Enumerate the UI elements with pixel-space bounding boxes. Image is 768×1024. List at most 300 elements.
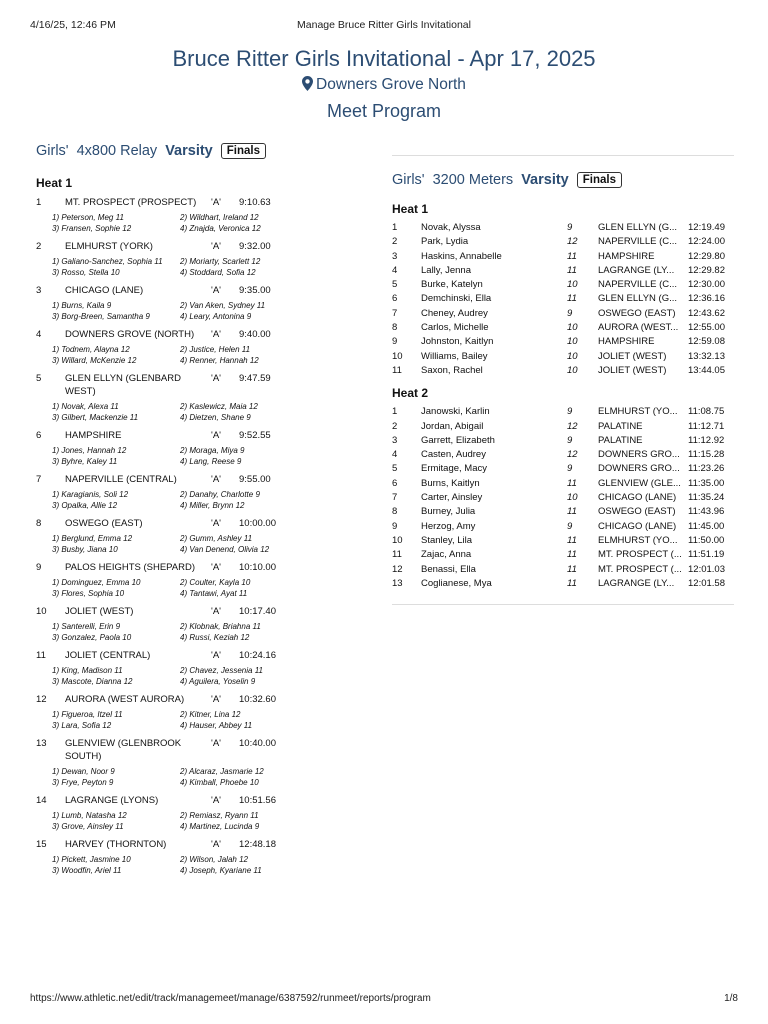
relay-leg-runner: 1) Jones, Hannah 12 [52, 446, 127, 455]
relay-designation: 'A' [211, 562, 221, 573]
relay-place: 2 [36, 241, 42, 252]
athlete-team: GLENVIEW (GLE... [598, 477, 681, 489]
athlete-row [392, 505, 737, 519]
athlete-row [392, 462, 737, 476]
athlete-place: 5 [392, 279, 398, 291]
relay-leg-runner: 4) Tantawi, Ayat 11 [180, 589, 248, 598]
relay-team [36, 605, 291, 642]
relay-seed-time: 10:32.60 [239, 694, 276, 705]
athlete-place: 11 [392, 364, 402, 376]
relay-leg-runner: 4) Joseph, Kyariane 11 [180, 866, 262, 875]
relay-team-row [36, 693, 291, 706]
athlete-grade: 9 [567, 463, 573, 475]
athlete-row [392, 577, 737, 591]
meet-header [0, 44, 768, 124]
athlete-place: 5 [392, 463, 398, 475]
athlete-name: Cheney, Audrey [421, 307, 488, 319]
athlete-place: 10 [392, 350, 403, 362]
athlete-row [392, 548, 737, 562]
athlete-grade: 12 [567, 449, 578, 461]
divider [392, 155, 734, 156]
relay-leg-grid [36, 855, 291, 875]
relay-leg-grid [36, 666, 291, 686]
athlete-grade: 11 [567, 264, 577, 276]
relay-seed-time: 9:47.59 [239, 373, 271, 384]
athlete-grade: 9 [567, 406, 573, 418]
athlete-grade: 10 [567, 279, 578, 291]
run3200-level: Varsity [521, 172, 569, 188]
relay-seed-time: 9:35.00 [239, 285, 271, 296]
relay-leg-runner: 1) Berglund, Emma 12 [52, 534, 133, 543]
relay-leg-grid [36, 710, 291, 730]
print-title: Manage Bruce Ritter Girls Invitational [297, 19, 471, 31]
relay-leg-grid [36, 446, 291, 466]
athlete-team: AURORA (WEST... [598, 322, 679, 334]
meet-location [0, 74, 768, 98]
relay-leg-runner: 2) Klobnak, Briahna 11 [180, 622, 261, 631]
athlete-name: Saxon, Rachel [421, 364, 483, 376]
relay-designation: 'A' [211, 329, 221, 340]
relay-designation: 'A' [211, 373, 221, 384]
relay-designation: 'A' [211, 241, 221, 252]
athlete-place: 6 [392, 293, 398, 305]
athlete-grade: 10 [567, 322, 578, 334]
athlete-name: Casten, Audrey [421, 449, 486, 461]
relay-designation: 'A' [211, 518, 221, 529]
athlete-seed-time: 12:24.00 [688, 236, 725, 248]
athlete-row [392, 364, 737, 378]
relay-leg-runner: 1) Dominguez, Emma 10 [52, 578, 141, 587]
relay-leg-runner: 1) Karagianis, Soli 12 [52, 490, 129, 499]
athlete-name: Stanley, Lila [421, 534, 473, 546]
athlete-row [392, 350, 737, 364]
relay-team [36, 561, 291, 598]
run3200-heat-label: Heat 2 [392, 386, 429, 401]
relay-leg-runner: 1) Santerelli, Erin 9 [52, 622, 121, 631]
relay-seed-time: 9:52.55 [239, 430, 271, 441]
meet-title: Bruce Ritter Girls Invitational - Apr 17, 2025 [172, 46, 596, 71]
athlete-team: CHICAGO (LANE) [598, 492, 677, 504]
relay-leg-runner: 4) Hauser, Abbey 11 [180, 721, 253, 730]
athlete-row [392, 405, 737, 419]
relay-leg-runner: 4) Dietzen, Shane 9 [180, 413, 251, 422]
athlete-name: Haskins, Annabelle [421, 250, 502, 262]
relay-team-row [36, 240, 291, 253]
relay-seed-time: 9:32.00 [239, 241, 271, 252]
relay-leg-grid [36, 301, 291, 321]
athlete-grade: 11 [567, 549, 577, 561]
athlete-team: OSWEGO (EAST) [598, 307, 676, 319]
athlete-row [392, 264, 737, 278]
relay-team [36, 693, 291, 730]
relay-place: 4 [36, 329, 42, 340]
athlete-grade: 9 [567, 434, 573, 446]
athlete-place: 3 [392, 434, 398, 446]
athlete-grade: 12 [567, 236, 578, 248]
athlete-place: 8 [392, 322, 398, 334]
relay-team-name: ELMHURST (YORK) [65, 241, 153, 252]
relay-leg-runner: 1) Novak, Alexa 11 [52, 402, 119, 411]
relay-leg-runner: 1) Todnem, Alayna 12 [52, 345, 130, 354]
relay-team-list [36, 196, 291, 875]
athlete-row [392, 534, 737, 548]
athlete-place: 13 [392, 577, 403, 589]
athlete-seed-time: 12:43.62 [688, 307, 725, 319]
athlete-place: 3 [392, 250, 398, 262]
relay-team [36, 737, 291, 787]
athlete-name: Ermitage, Macy [421, 463, 487, 475]
relay-designation: 'A' [211, 197, 221, 208]
relay-team-name: GLEN ELLYN (GLENBARD WEST) [65, 373, 181, 397]
relay-heat-label: Heat 1 [36, 176, 73, 190]
athlete-place: 4 [392, 264, 398, 276]
relay-leg-runner: 2) Wilson, Jalah 12 [180, 855, 248, 864]
athlete-team: PALATINE [598, 434, 643, 446]
relay-leg-runner: 3) Flores, Sophia 10 [52, 589, 125, 598]
athlete-grade: 9 [567, 520, 573, 532]
relay-place: 11 [36, 650, 46, 661]
relay-place: 8 [36, 518, 42, 529]
relay-team [36, 284, 291, 321]
athlete-seed-time: 12:01.03 [688, 563, 725, 575]
athlete-grade: 9 [567, 307, 573, 319]
athlete-seed-time: 11:35.24 [688, 492, 725, 504]
relay-leg-runner: 2) Moriarty, Scarlett 12 [180, 257, 261, 266]
relay-seed-time: 10:40.00 [239, 738, 276, 749]
relay-leg-runner: 4) Russi, Keziah 12 [180, 633, 250, 642]
athlete-name: Johnston, Kaitlyn [421, 336, 494, 348]
athlete-seed-time: 12:59.08 [688, 336, 725, 348]
relay-seed-time: 10:10.00 [239, 562, 276, 573]
athlete-seed-time: 12:19.49 [688, 222, 725, 233]
relay-leg-grid [36, 402, 291, 422]
relay-designation: 'A' [211, 474, 221, 485]
relay-team-row [36, 284, 291, 297]
relay-team-name: CHICAGO (LANE) [65, 285, 144, 296]
relay-level: Varsity [165, 143, 213, 159]
athlete-grade: 10 [567, 350, 578, 362]
relay-leg-runner: 2) Justice, Helen 11 [180, 345, 251, 354]
run3200-heat-list [392, 202, 737, 591]
athlete-team: CHICAGO (LANE) [598, 520, 677, 532]
relay-team [36, 794, 291, 831]
relay-leg-runner: 2) Coulter, Kayla 10 [180, 578, 251, 587]
athlete-grade: 11 [567, 563, 577, 575]
athlete-seed-time: 11:15.28 [688, 449, 725, 461]
relay-team [36, 838, 291, 875]
relay-leg-runner: 4) Lang, Reese 9 [180, 457, 242, 466]
athlete-seed-time: 13:44.05 [688, 364, 725, 376]
relay-team-row [36, 328, 291, 341]
athlete-name: Burney, Julia [421, 506, 476, 518]
athlete-grade: 11 [567, 577, 577, 589]
relay-leg-runner: 1) Burns, Kaila 9 [52, 301, 112, 310]
relay-leg-grid [36, 213, 291, 233]
athlete-row [392, 335, 737, 349]
relay-designation: 'A' [211, 738, 221, 749]
relay-leg-runner: 2) Remiasz, Ryann 11 [180, 811, 259, 820]
athlete-seed-time: 11:50.00 [688, 534, 725, 546]
run3200-event-name: 3200 Meters [432, 172, 514, 188]
relay-designation: 'A' [211, 285, 221, 296]
athlete-seed-time: 12:30.00 [688, 279, 725, 291]
athlete-name: Garrett, Elizabeth [421, 434, 495, 446]
relay-leg-grid [36, 257, 291, 277]
relay-leg-runner: 4) Aguilera, Yoselin 9 [180, 677, 256, 686]
relay-team [36, 429, 291, 466]
relay-team-name: MT. PROSPECT (PROSPECT) [65, 197, 197, 208]
print-date: 4/16/25, 12:46 PM [30, 19, 116, 31]
relay-leg-runner: 4) Martinez, Lucinda 9 [180, 822, 260, 831]
athlete-team: NAPERVILLE (C... [598, 279, 678, 291]
athlete-row [392, 321, 737, 335]
athlete-row [392, 235, 737, 249]
relay-leg-runner: 2) Chavez, Jessenia 11 [180, 666, 264, 675]
relay-team-row [36, 429, 291, 442]
divider [392, 604, 734, 605]
relay-leg-runner: 3) Woodfin, Ariel 11 [52, 866, 122, 875]
athlete-name: Jordan, Abigail [421, 420, 484, 432]
athlete-grade: 9 [567, 222, 573, 233]
athlete-seed-time: 11:45.00 [688, 520, 725, 532]
relay-place: 1 [36, 197, 42, 208]
athlete-name: Benassi, Ella [421, 563, 476, 575]
athlete-row [392, 434, 737, 448]
relay-place: 7 [36, 474, 42, 485]
relay-place: 13 [36, 738, 47, 749]
relay-leg-runner: 2) Kaslewicz, Maia 12 [180, 402, 258, 411]
relay-leg-runner: 3) Gonzalez, Paola 10 [52, 633, 132, 642]
relay-place: 9 [36, 562, 42, 573]
athlete-grade: 10 [567, 492, 578, 504]
relay-leg-runner: 2) Moraga, Miya 9 [180, 446, 245, 455]
athlete-grade: 11 [567, 293, 577, 305]
relay-leg-runner: 3) Frye, Peyton 9 [52, 778, 114, 787]
athlete-grade: 10 [567, 364, 578, 376]
athlete-name: Carter, Ainsley [421, 492, 483, 504]
relay-team-row [36, 196, 291, 209]
athlete-grade: 12 [567, 420, 578, 432]
athlete-seed-time: 12:29.80 [688, 250, 725, 262]
relay-leg-runner: 1) Peterson, Meg 11 [52, 213, 124, 222]
relay-team [36, 240, 291, 277]
relay-team-name: JOLIET (CENTRAL) [65, 650, 151, 661]
athlete-name: Carlos, Michelle [421, 322, 489, 334]
athlete-team: HAMPSHIRE [598, 250, 655, 262]
relay-leg-runner: 2) Kitner, Lina 12 [180, 710, 241, 719]
athlete-grade: 11 [567, 250, 577, 262]
athlete-grade: 11 [567, 534, 577, 546]
relay-designation: 'A' [211, 430, 221, 441]
relay-event-name: 4x800 Relay [76, 143, 158, 159]
meet-location-label: Downers Grove North [316, 76, 466, 93]
relay-designation: 'A' [211, 839, 221, 850]
relay-leg-runner: 3) Opalka, Allie 12 [52, 501, 118, 510]
athlete-row [392, 221, 737, 235]
athlete-row [392, 491, 737, 505]
athlete-place: 7 [392, 307, 398, 319]
athlete-row [392, 448, 737, 462]
relay-place: 10 [36, 606, 47, 617]
relay-designation: 'A' [211, 795, 221, 806]
run3200-gender: Girls' [392, 172, 425, 188]
relay-leg-runner: 3) Willard, McKenzie 12 [52, 356, 137, 365]
relay-leg-runner: 4) Renner, Hannah 12 [180, 356, 259, 365]
relay-place: 12 [36, 694, 47, 705]
relay-team-name: HAMPSHIRE [65, 430, 122, 441]
relay-seed-time: 9:40.00 [239, 329, 271, 340]
relay-round-badge: Finals [221, 143, 266, 159]
athlete-seed-time: 11:51.19 [688, 549, 725, 561]
relay-seed-time: 10:51.56 [239, 795, 276, 806]
athlete-name: Park, Lydia [421, 236, 469, 248]
relay-seed-time: 9:10.63 [239, 197, 271, 208]
relay-leg-runner: 3) Busby, Jiana 10 [52, 545, 118, 554]
athlete-team: LAGRANGE (LY... [598, 577, 675, 589]
athlete-team: DOWNERS GRO... [598, 463, 680, 475]
athlete-seed-time: 12:36.16 [688, 293, 725, 305]
athlete-seed-time: 11:08.75 [688, 406, 725, 418]
relay-leg-grid [36, 578, 291, 598]
relay-leg-runner: 3) Rosso, Stella 10 [52, 268, 120, 277]
relay-gender: Girls' [36, 143, 69, 159]
athlete-row [392, 307, 737, 321]
athlete-team: OSWEGO (EAST) [598, 506, 676, 518]
relay-leg-runner: 2) Danahy, Charlotte 9 [180, 490, 260, 499]
relay-leg-runner: 3) Grove, Ainsley 11 [52, 822, 124, 831]
relay-place: 14 [36, 795, 47, 806]
relay-leg-runner: 4) Van Denend, Olivia 12 [180, 545, 270, 554]
relay-team [36, 517, 291, 554]
athlete-team: PALATINE [598, 420, 643, 432]
relay-team-row [36, 605, 291, 618]
relay-team-row [36, 838, 291, 851]
relay-team-name: OSWEGO (EAST) [65, 518, 143, 529]
athlete-team: NAPERVILLE (C... [598, 236, 678, 248]
athlete-team: JOLIET (WEST) [598, 364, 667, 376]
relay-team-row [36, 649, 291, 662]
relay-team [36, 372, 291, 422]
meet-program-label: Meet Program [326, 101, 442, 121]
relay-leg-runner: 1) Pickett, Jasmine 10 [52, 855, 131, 864]
relay-leg-runner: 4) Miller, Brynn 12 [180, 501, 245, 510]
athlete-team: MT. PROSPECT (... [598, 563, 682, 575]
athlete-team: DOWNERS GRO... [598, 449, 680, 461]
athlete-place: 10 [392, 534, 403, 546]
relay-place: 15 [36, 839, 47, 850]
run3200-round-badge: Finals [577, 172, 622, 188]
relay-place: 3 [36, 285, 42, 296]
relay-leg-runner: 3) Gilbert, Mackenzie 11 [52, 413, 139, 422]
relay-leg-runner: 1) King, Madison 11 [52, 666, 123, 675]
relay-team-name: HARVEY (THORNTON) [65, 839, 167, 850]
relay-leg-runner: 3) Lara, Sofia 12 [52, 721, 112, 730]
athlete-name: Janowski, Karlin [421, 406, 490, 418]
run3200-event-header [392, 172, 622, 188]
athlete-name: Williams, Bailey [421, 350, 488, 362]
relay-team-name: LAGRANGE (LYONS) [65, 795, 159, 806]
athlete-team: GLEN ELLYN (G... [598, 293, 678, 305]
run3200-results [392, 200, 737, 591]
relay-leg-runner: 2) Wildhart, Ireland 12 [180, 213, 259, 222]
relay-place: 6 [36, 430, 42, 441]
athlete-name: Herzog, Amy [421, 520, 476, 532]
athlete-name: Demchinski, Ella [421, 293, 492, 305]
map-pin-icon [302, 76, 313, 98]
athlete-place: 1 [392, 222, 398, 233]
athlete-place: 11 [392, 549, 402, 561]
relay-team-name: PALOS HEIGHTS (SHEPARD) [65, 562, 196, 573]
relay-team-row [36, 473, 291, 486]
relay-team [36, 328, 291, 365]
relay-designation: 'A' [211, 694, 221, 705]
athlete-place: 12 [392, 563, 403, 575]
relay-leg-grid [36, 534, 291, 554]
relay-leg-grid [36, 767, 291, 787]
relay-team-row [36, 561, 291, 574]
athlete-place: 7 [392, 492, 398, 504]
relay-leg-runner: 4) Znajda, Veronica 12 [180, 224, 261, 233]
athlete-seed-time: 12:29.82 [688, 264, 725, 276]
print-page-number: 1/8 [724, 993, 738, 1004]
athlete-seed-time: 11:12.92 [688, 434, 725, 446]
relay-leg-runner: 1) Galiano-Sanchez, Sophia 11 [52, 257, 163, 266]
athlete-name: Coglianese, Mya [421, 577, 492, 589]
relay-leg-runner: 2) Gumm, Ashley 11 [180, 534, 253, 543]
athlete-team: GLEN ELLYN (G... [598, 222, 678, 233]
athlete-row [392, 477, 737, 491]
athlete-place: 2 [392, 420, 398, 432]
relay-leg-runner: 3) Mascote, Dianna 12 [52, 677, 133, 686]
relay-designation: 'A' [211, 650, 221, 661]
athlete-place: 6 [392, 477, 398, 489]
relay-team-row [36, 794, 291, 807]
relay-leg-runner: 2) Van Aken, Sydney 11 [180, 301, 266, 310]
athlete-team: LAGRANGE (LY... [598, 264, 675, 276]
relay-leg-grid [36, 345, 291, 365]
athlete-row [392, 563, 737, 577]
relay-designation: 'A' [211, 606, 221, 617]
athlete-place: 8 [392, 506, 398, 518]
athlete-seed-time: 12:01.58 [688, 577, 725, 589]
relay-team-row [36, 372, 291, 398]
athlete-team: JOLIET (WEST) [598, 350, 667, 362]
relay-seed-time: 9:55.00 [239, 474, 271, 485]
relay-leg-grid [36, 622, 291, 642]
athlete-place: 1 [392, 406, 398, 418]
athlete-name: Novak, Alyssa [421, 222, 481, 233]
athlete-row [392, 420, 737, 434]
athlete-seed-time: 12:55.00 [688, 322, 725, 334]
relay-team [36, 473, 291, 510]
athlete-row [392, 520, 737, 534]
athlete-place: 9 [392, 336, 398, 348]
relay-seed-time: 10:00.00 [239, 518, 276, 529]
relay-leg-runner: 3) Byhre, Kaley 11 [52, 457, 118, 466]
relay-leg-runner: 2) Alcaraz, Jasmarie 12 [180, 767, 264, 776]
athlete-team: HAMPSHIRE [598, 336, 655, 348]
relay-team-row [36, 517, 291, 530]
athlete-name: Burns, Kaitlyn [421, 477, 480, 489]
relay-event-header [36, 143, 266, 159]
relay-team [36, 649, 291, 686]
relay-team-name: AURORA (WEST AURORA) [65, 694, 185, 705]
relay-leg-runner: 3) Fransen, Sophie 12 [52, 224, 132, 233]
relay-leg-runner: 1) Dewan, Noor 9 [52, 767, 115, 776]
relay-results [36, 176, 291, 882]
relay-leg-runner: 1) Figueroa, Itzel 11 [52, 710, 123, 719]
run3200-heat-label: Heat 1 [392, 202, 429, 216]
